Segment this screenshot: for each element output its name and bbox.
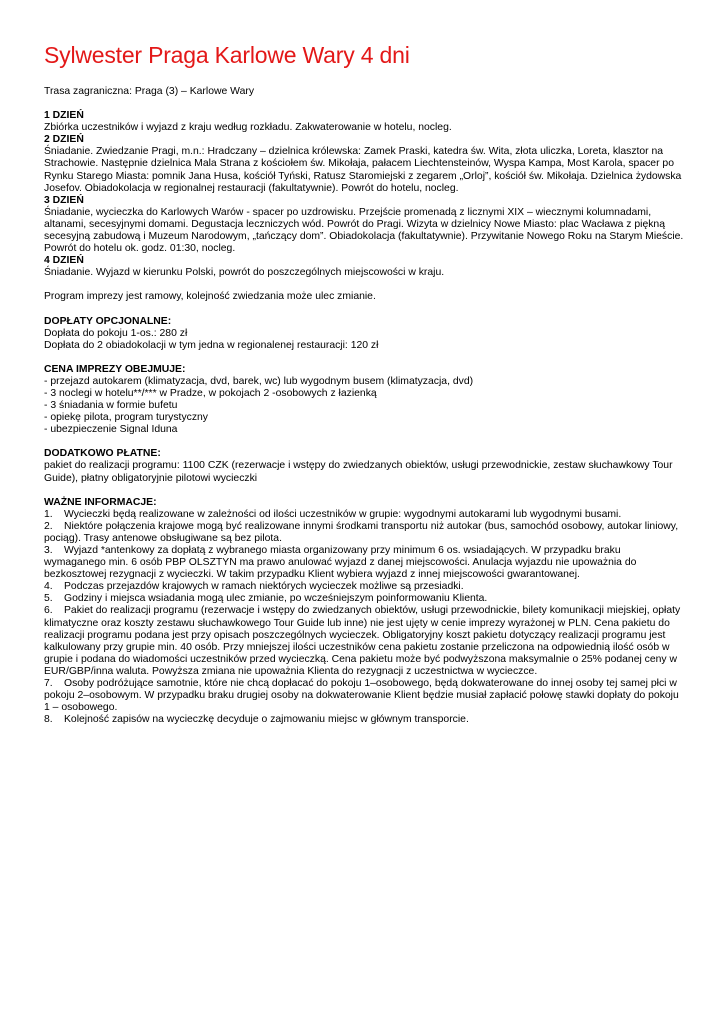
page-title: Sylwester Praga Karlowe Wary 4 dni (44, 42, 410, 68)
includes-line: - przejazd autokarem (klimatyzacja, dvd, barek, wc) lub wygodnym busem (klimatyzacja, dvd) (44, 375, 474, 387)
day-heading: 3 DZIEŃ (44, 194, 84, 206)
optional-section (44, 316, 684, 352)
includes-section (44, 364, 684, 437)
day-text: Śniadanie. Zwiedzanie Pragi, m.n.: Hradczany – dzielnica królewska: Zamek Praski, katedra św. Wita, złota uliczka, Loreta, klasztor na Strachowie. Następnie dzielnica Mala Strana z kościołem św. Mikołaja, pałacem Liechtensteinów, Wyspa Kampa, Most Karola, spacer po Rynku Starego Miasta: pomnik Jana Husa, kościół Tyński, Ratusz Staromiejski z zegarem „Orloj”, kościół św. Mikołaja. Dzielnica żydowska Josefov. Obiadokolacja w regionalnej restauracji (fakultatywnie). Powrót do hotelu, nocleg. (44, 146, 682, 194)
list-item: 8. Kolejność zapisów na wycieczkę decyduje o zajmowaniu miejsc w głównym transporcie. (44, 714, 469, 726)
optional-line: Dopłata do 2 obiadokolacji w tym jedna w regionalenej restauracji: 120 zł (44, 339, 379, 351)
day-text: Śniadanie, wycieczka do Karlowych Warów - spacer po uzdrowisku. Przejście promenadą z licznymi XIX – wiecznymi kolumnadami, altanami, secesyjnymi domami. Degustacja leczniczych wód. Powrót do Pragi. Wizyta w dzielnicy Nowe Miasto: plac Wacława z piękną secesyjną zabudową i Muzeum Narodowym, „tańczący dom”. Obiadokolacja (fakultatywnie). Przywitanie Nowego Roku na Starym Mieście. Powrót do hotelu ok. godz. 01:30, nocleg. (44, 206, 684, 255)
section-heading: DOPŁATY OPCJONALNE: (44, 315, 172, 327)
includes-line: - 3 śniadania w formie bufetu (44, 400, 178, 412)
includes-line: - ubezpieczenie Signal Iduna (44, 424, 178, 436)
day-heading: 4 DZIEŃ (44, 255, 84, 267)
info-list (44, 509, 684, 727)
list-item: 6. Pakiet do realizacji programu (rezerwacje i wstępy do zwiedzanych obiektów, usługi przewodnickie, bilety komunikacji miejskiej, opłaty klimatyczne oraz koszty zestawu słuchawkowego Tour Guide lub inne) nie jest ujęty w cenie imprezy wyrażonej w PLN. Cena pakietu do realizacji programu podana jest przy opisach poszczególnych wycieczek. Obligatoryjny koszt pakietu dotyczący realizacji programu jest kalkulowany przy grupie min. 40 osób. Przy mniejszej ilości uczestników cena pakietu zostanie przeliczona na odpowiednią ilość osób w grupie i podana do wiadomości uczestników przed wycieczką. Cena pakietu może być podwyższona maksymalnie o 25% podanej ceny w EUR/GBP/inna waluta. Powyższa zmiana nie upoważnia Klienta do rezygnacji z uczestnictwa w wycieczce. (44, 605, 681, 677)
list-item: 2. Niektóre połączenia krajowe mogą być realizowane innymi środkami transportu niż autokar (bus, samochód osobowy, autokar liniowy, pociąg). Trasy antenowe obsługiwane są bez pilota. (44, 520, 679, 544)
includes-line: - 3 noclegi w hotelu**/*** w Pradze, w pokojach 2 -osobowych z łazienką (44, 387, 377, 399)
includes-line: - opiekę pilota, program turystyczny (44, 412, 209, 424)
list-item: 1. Wycieczki będą realizowane w zależności od ilości uczestników w grupie: wygodnymi autokarami lub wygodnymi busami. (44, 508, 622, 520)
info-section (44, 497, 684, 727)
extra-section (44, 448, 684, 484)
list-item: 4. Podczas przejazdów krajowych w ramach niektórych wycieczek możliwe są przesiadki. (44, 581, 464, 593)
list-item: 3. Wyjazd *antenkowy za dopłatą z wybranego miasta organizowany przy minimum 6 os. wsiadających. W przypadku braku wymaganego min. 6 osób PBP OLSZTYN ma prawo anulować wyjazd z danej miejscowości. Anulacja wyjazdu nie upoważnia do bezkosztowej rezygnacji z wycieczki. W takim przypadku Klient wybiera wyjazd z innej miejscowości gwarantowanej. (44, 545, 637, 581)
day-heading: 1 DZIEŃ (44, 110, 84, 122)
day-text: Zbiórka uczestników i wyjazd z kraju według rozkładu. Zakwaterowanie w hotelu, nocleg. (44, 122, 452, 134)
day-heading: 2 DZIEŃ (44, 134, 84, 146)
route-text: Trasa zagraniczna: Praga (3) – Karlowe Wary (44, 86, 255, 97)
program-note: Program imprezy jest ramowy, kolejność zwiedzania może ulec zmianie. (44, 291, 376, 303)
optional-line: Dopłata do pokoju 1-os.: 280 zł (44, 327, 188, 339)
itinerary (44, 110, 684, 279)
day-text: Śniadanie. Wyjazd w kierunku Polski, powrót do poszczególnych miejscowości w kraju. (44, 267, 445, 279)
list-item: 7. Osoby podróżujące samotnie, które nie chcą dopłacać do pokoju 1–osobowego, będą dokwaterowane do innej osoby tej samej płci w pokoju 2–osobowym. W przypadku braku drugiej osoby na dokwaterowanie Klient będzie musiał zapłacić połowę stawki dopłaty do pokoju 1 – osobowego. (44, 678, 679, 714)
section-heading: WAŻNE INFORMACJE: (44, 496, 157, 508)
section-heading: CENA IMPREZY OBEJMUJE: (44, 363, 186, 375)
section-heading: DODATKOWO PŁATNE: (44, 448, 161, 460)
list-item: 5. Godziny i miejsca wsiadania mogą ulec zmianie, po wcześniejszym poinformowaniu Klienta. (44, 593, 488, 605)
extra-text: pakiet do realizacji programu: 1100 CZK (rezerwacje i wstępy do zwiedzanych obiektów, usługi przewodnickie, zestaw słuchawkowy Tour Guide), płatny obligatoryjnie pilotowi wycieczki (44, 460, 673, 484)
document-body (44, 86, 684, 726)
